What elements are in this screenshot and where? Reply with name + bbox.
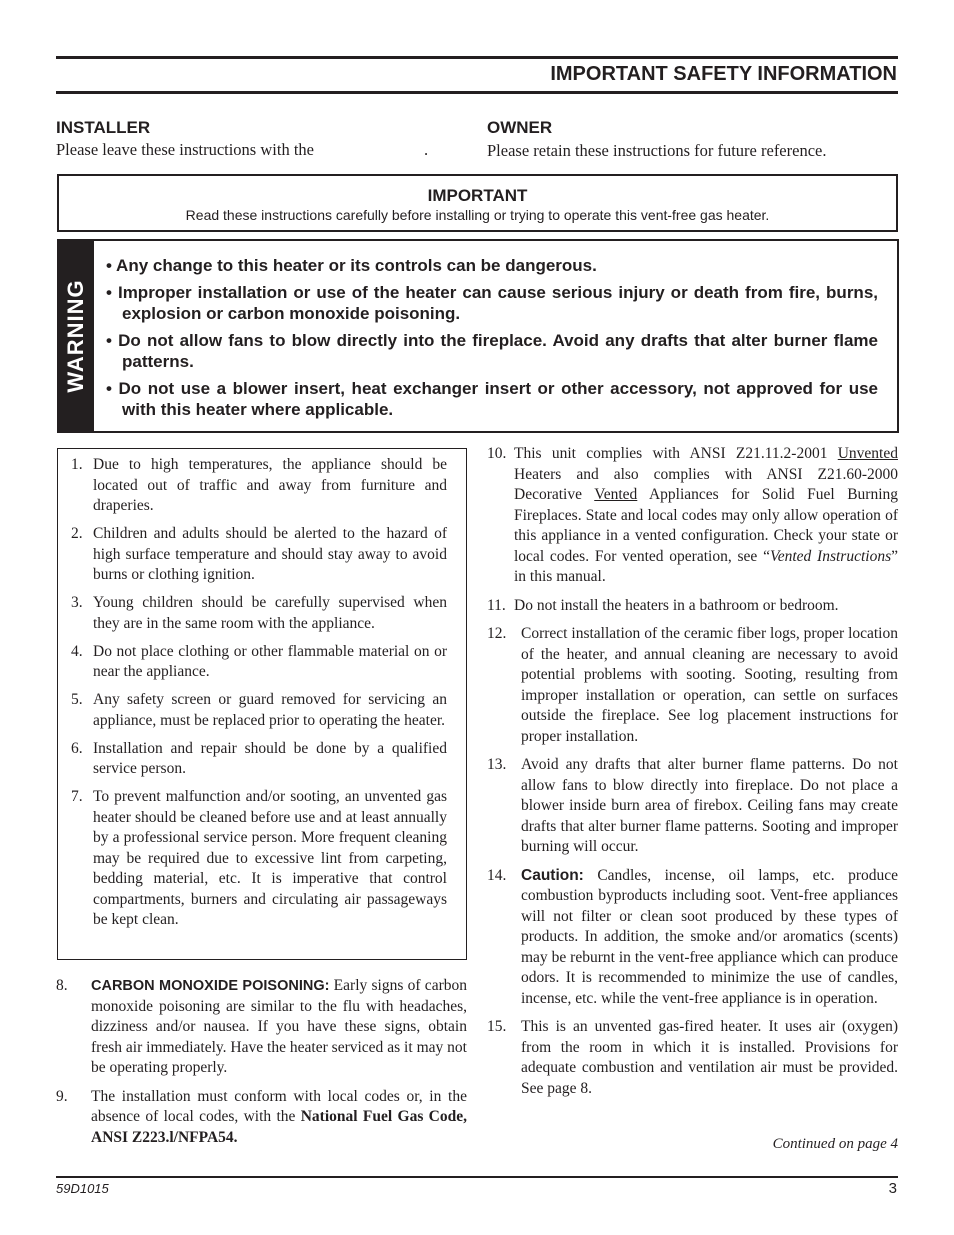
important-title: IMPORTANT [427, 186, 528, 205]
item-text: To prevent malfunction and/or sooting, an unvented gas heater should be cleaned before use and at least annually by a professional service person. More frequent cleaning may be required due to excessive lint from carpeting, bedding material, etc. It is imperative that control compartments, burners and circulating air passageways be kept clean. [93, 788, 447, 928]
important-notice-box [57, 174, 898, 232]
item-text: This is an unvented gas-fired heater. It uses air (oxygen) from the room in which it is installed. Provisions for adequate combustion and ventilation air must be provided. See page 8. [521, 1018, 898, 1097]
item-number: 12. [487, 625, 507, 642]
code-reference: National Fuel Gas Code, ANSI Z223.l/NFPA54. [91, 1108, 467, 1146]
unvented-term: Unvented [837, 445, 898, 462]
item-text: This unit complies with ANSI Z21.11.2-2001 [514, 445, 838, 462]
item-text: Due to high temperatures, the appliance should be located out of traffic and away from furniture and draperies. [93, 456, 447, 514]
safety-list-continued [56, 976, 467, 1156]
item-number: 9. [56, 1087, 68, 1105]
item-text: Children and adults should be alerted to the hazard of high surface temperature and should stay away to avoid burns or clothing ignition. [93, 525, 447, 583]
list-item [487, 624, 898, 747]
owner-heading: OWNER [487, 118, 553, 137]
item-text: Avoid any drafts that alter burner flame patterns. Do not allow fans to blow directly into fireplace. Do not place a blower inside burn area of firebox. Ceiling fans may create drafts that alter burner flame patterns. Sooting and improper burning will occur. [521, 756, 898, 855]
co-poisoning-heading: CARBON MONOXIDE POISONING: [91, 978, 330, 994]
item-number: 4. [71, 642, 83, 660]
warning-label: WARNING [63, 279, 88, 393]
safety-list [71, 455, 447, 938]
warning-item: • Do not allow fans to blow directly into the fireplace. Avoid any drafts that alter burner flame patterns. [106, 331, 878, 371]
safety-list-right [487, 444, 898, 1107]
list-item [71, 455, 447, 517]
list-item [487, 444, 898, 588]
caution-heading: Caution: [521, 866, 584, 884]
list-item [487, 755, 898, 858]
installer-text [56, 140, 429, 160]
warning-band [59, 241, 94, 431]
item-number: 3. [71, 594, 83, 611]
item-text: Do not install the heaters in a bathroom or bedroom. [514, 596, 839, 614]
warning-box [57, 239, 899, 433]
item-text: ” in this manual. [514, 547, 899, 585]
warning-item: • Do not use a blower insert, heat exchanger insert or other accessory, not approved for use with this heater where applicable. [106, 379, 878, 419]
installer-instruction: Please leave these instructions with the [56, 140, 314, 159]
list-item [71, 642, 447, 683]
item-number: 5. [71, 691, 83, 708]
continued-note: Continued on page 4 [772, 1136, 898, 1152]
safety-list-box [57, 448, 467, 960]
warning-item: • Improper installation or use of the heater can cause serious injury or death from fire, burns, explosion or carbon monoxide poisoning. [106, 283, 878, 323]
item-text: Heaters and also complies with ANSI Z21.60-2000 Decorative [514, 465, 898, 503]
list-item [71, 593, 447, 634]
header-bottom-rule [56, 91, 898, 94]
header-top-rule [56, 56, 898, 59]
list-item [487, 1017, 898, 1099]
item-number: 14. [487, 866, 507, 884]
list-item [487, 866, 898, 1010]
item-text: Do not place clothing or other flammable material on or near the appliance. [93, 642, 447, 680]
list-item [56, 976, 467, 1079]
list-item [71, 739, 447, 780]
warning-list [106, 255, 878, 426]
list-item [56, 1087, 467, 1149]
item-number: 11. [487, 596, 506, 614]
item-number: 6. [71, 739, 83, 757]
important-text: Read these instructions carefully before installing or trying to operate this vent-free gas heater. [185, 207, 770, 223]
item-text: Appliances for Solid Fuel Burning Fireplaces. State and local codes may only allow operation of this appliance in a vented configuration. Check your state or local codes. For vented operation, see “ [514, 486, 898, 565]
section-title: IMPORTANT SAFETY INFORMATION [550, 63, 897, 85]
item-text: Any safety screen or guard removed for servicing an appliance, must be replaced prior to operating the heater. [93, 691, 447, 729]
installer-period: . [424, 140, 429, 159]
item-number: 10. [487, 445, 507, 462]
item-number: 7. [71, 788, 83, 805]
list-item [487, 596, 898, 617]
list-item [71, 524, 447, 586]
item-text: Candles, incense, oil lamps, etc. produce combustion byproducts including soot. Vent-free appliances will not filter or clean soot produced by these types of products. In addition, the smoke and/or aromatics (scents) may be reburnt in the vent-free appliance which can produce odors. It is recommended to minimize the use of candles, incense, etc. while the vent-free appliance is in operation. [521, 866, 898, 1007]
warning-item: • Any change to this heater or its controls can be dangerous. [106, 256, 597, 275]
item-text: Installation and repair should be done by a qualified service person. [93, 739, 447, 777]
item-text: Young children should be carefully supervised when they are in the same room with the appliance. [93, 594, 447, 632]
list-item [71, 690, 447, 731]
footer-rule [56, 1176, 898, 1178]
owner-text: Please retain these instructions for future reference. [487, 141, 827, 160]
item-number: 8. [56, 977, 68, 994]
item-number: 13. [487, 756, 507, 773]
item-number: 1. [71, 456, 83, 473]
item-text: The installation must conform with local codes or, in the absence of local codes, with the [91, 1087, 467, 1125]
item-text: Correct installation of the ceramic fiber logs, proper location of the heater, and annual cleaning are necessary to avoid potential problems with sooting. Sooting, resulting from improper installation or operation, can settle on surfaces outside the fireplace. See log placement instructions for proper installation. [521, 625, 898, 745]
document-code: 59D1015 [56, 1181, 109, 1196]
installer-heading: INSTALLER [56, 118, 151, 137]
page-number: 3 [888, 1180, 897, 1197]
list-item [71, 787, 447, 931]
item-number: 2. [71, 525, 83, 542]
item-number: 15. [487, 1018, 507, 1035]
vented-instructions-ref: Vented Instructions [769, 547, 892, 565]
item-text: Early signs of carbon monoxide poisoning are similar to the flu with headaches, dizziness and/or nausea. If you have these signs, obtain fresh air immediately. Have the heater serviced as it may not be operating properly. [91, 977, 467, 1076]
vented-term: Vented [594, 486, 638, 503]
